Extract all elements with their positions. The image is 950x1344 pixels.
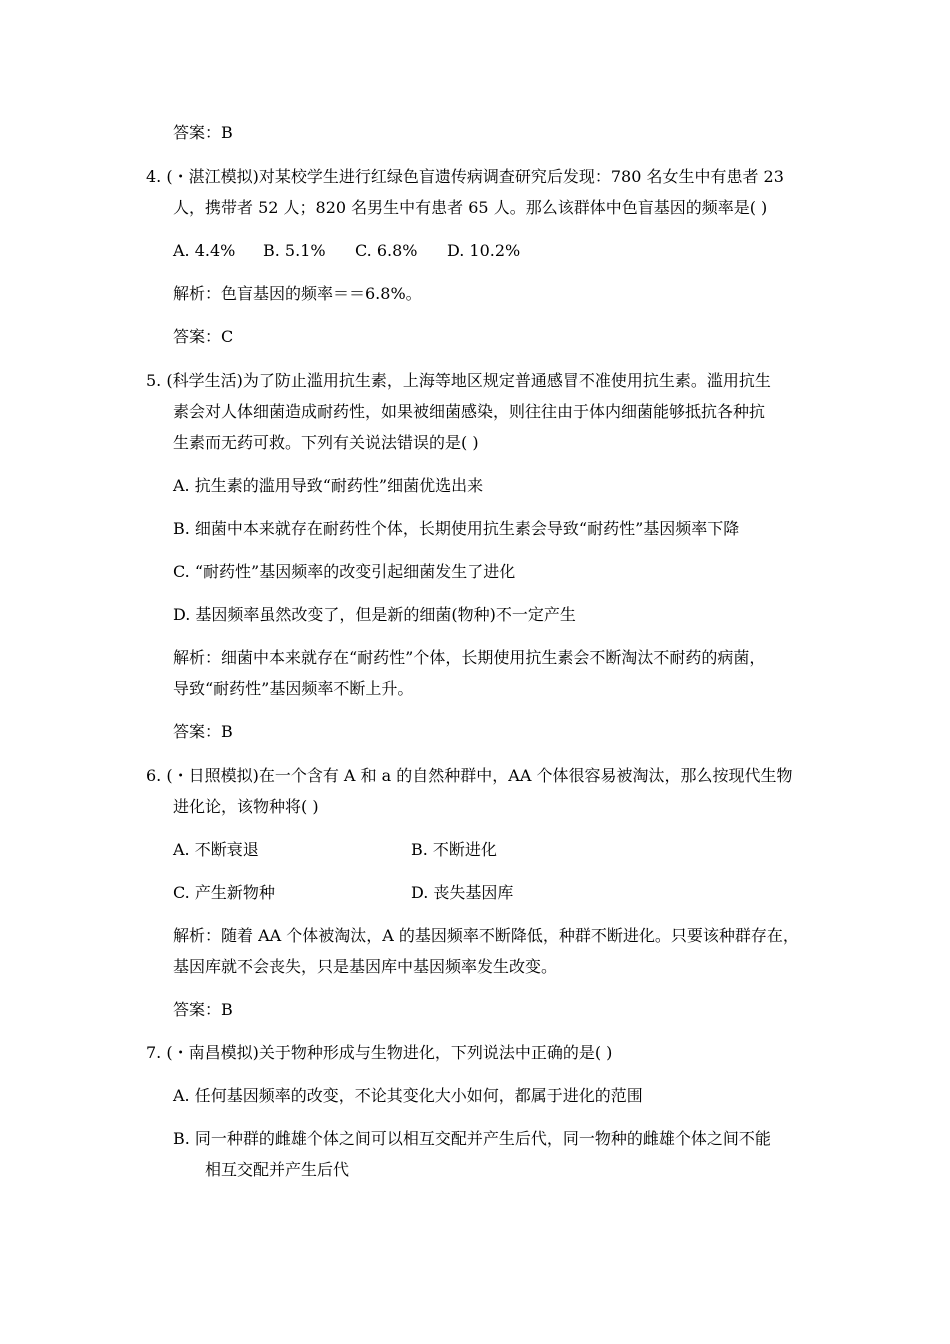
q5-option-b: B. 细菌中本来就存在耐药性个体，长期使用抗生素会导致“耐药性”基因频率下降: [173, 519, 740, 538]
q5-stem-line1: 5. (科学生活)为了防止滥用抗生素，上海等地区规定普通感冒不准使用抗生素。滥用抗生: [146, 371, 771, 390]
q4-analysis: 解析：色盲基因的频率＝＝6.8%。: [173, 284, 422, 303]
q6-option-c: C. 产生新物种: [173, 883, 275, 902]
q5-analysis-line1: 解析：细菌中本来就存在“耐药性”个体，长期使用抗生素会不断淘汰不耐药的病菌，: [173, 648, 766, 667]
q4-option-d: D. 10.2%: [447, 241, 521, 260]
q5-analysis-line2: 导致“耐药性”基因频率不断上升。: [173, 679, 414, 698]
q5-option-c: C. “耐药性”基因频率的改变引起细菌发生了进化: [173, 562, 516, 581]
q4-stem-line2: 人，携带者 52 人；820 名男生中有患者 65 人。那么该群体中色盲基因的频率是( ): [173, 198, 768, 217]
q7-option-b: B. 同一种群的雌雄个体之间可以相互交配并产生后代，同一物种的雌雄个体之间不能: [173, 1129, 771, 1148]
q5-stem-line3: 生素而无药可救。下列有关说法错误的是( ): [173, 433, 479, 452]
q7-option-b-continued: 相互交配并产生后代: [205, 1160, 350, 1179]
q5-answer: 答案：B: [173, 722, 233, 741]
q6-analysis-line2: 基因库就不会丧失，只是基因库中基因频率发生改变。: [173, 957, 558, 976]
q3-answer: 答案：B: [173, 123, 233, 142]
q6-stem-line2: 进化论，该物种将( ): [173, 797, 319, 816]
q6-option-a: A. 不断衰退: [173, 840, 259, 859]
q7-stem: 7. (・南昌模拟)关于物种形成与生物进化，下列说法中正确的是( ): [146, 1043, 613, 1062]
q4-option-a: A. 4.4%: [173, 241, 236, 260]
q4-answer: 答案：C: [173, 327, 234, 346]
q5-option-d: D. 基因频率虽然改变了，但是新的细菌(物种)不一定产生: [173, 605, 576, 624]
q5-option-a: A. 抗生素的滥用导致“耐药性”细菌优选出来: [173, 476, 484, 495]
q6-stem-line1: 6. (・日照模拟)在一个含有 A 和 a 的自然种群中，AA 个体很容易被淘汰，那么按现代生物: [146, 766, 793, 785]
q4-stem-line1: 4. (・湛江模拟)对某校学生进行红绿色盲遗传病调查研究后发现：780 名女生中有患者 23: [146, 167, 784, 186]
q5-stem-line2: 素会对人体细菌造成耐药性，如果被细菌感染，则往往由于体内细菌能够抵抗各种抗: [173, 402, 766, 421]
q6-option-d: D. 丧失基因库: [411, 883, 514, 902]
q6-answer: 答案：B: [173, 1000, 233, 1019]
q4-option-c: C. 6.8%: [355, 241, 418, 260]
q6-option-b: B. 不断进化: [411, 840, 497, 859]
q7-option-a: A. 任何基因频率的改变，不论其变化大小如何，都属于进化的范围: [173, 1086, 643, 1105]
q4-option-b: B. 5.1%: [263, 241, 326, 260]
q6-analysis-line1: 解析：随着 AA 个体被淘汰，A 的基因频率不断降低，种群不断进化。只要该种群存在，: [173, 926, 799, 945]
